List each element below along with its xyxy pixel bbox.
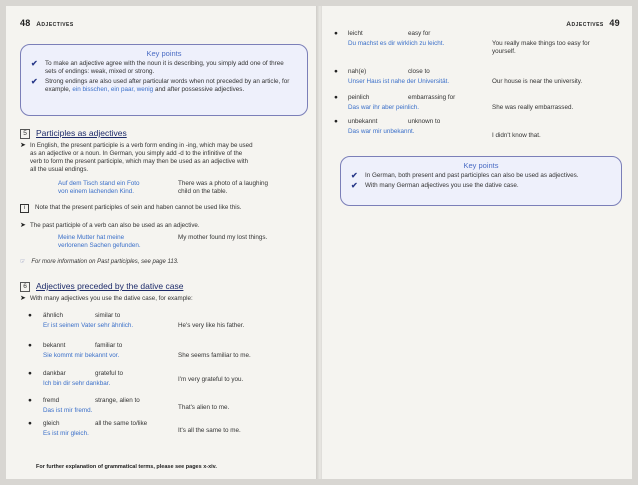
example-english: You really make things too easy for yourself.: [492, 40, 590, 55]
example-german: Es ist mir gleich.: [43, 430, 89, 437]
key-point-item: ✔ In German, both present and past participles can also be used as adjectives.: [351, 171, 579, 180]
key-point-item: ✔ Strong endings are also used after particular words when not preceded by an article, for example, ein bisschen, ein paar, wenig and after possessive adjectives.: [31, 77, 290, 93]
section-title: Participles as adjectives: [36, 128, 127, 138]
bullet-icon: ●: [334, 68, 338, 75]
note-icon: i: [20, 204, 29, 213]
example-english: Our house is near the university.: [492, 78, 583, 85]
example-german: Sie kommt mir bekannt vor.: [43, 352, 120, 359]
paragraph: ➤ In English, the present participle is a verb form ending in -ing, which may be used as an adjective or a noun. In German, you simply add -d to the infinitive of the verb to form the present participle, which may then be used as an adjective with all the usual endings.: [20, 142, 253, 173]
running-head-text: Adjectives: [566, 21, 604, 28]
example-english: That's alien to me.: [178, 404, 230, 411]
example-german: Unser Haus ist nahe der Universität.: [348, 78, 450, 85]
adjective-meaning: close to: [408, 68, 430, 75]
adjective-word: fremd: [43, 397, 60, 404]
page-number: 48: [20, 18, 31, 28]
example-german: Du machst es dir wirklich zu leicht.: [348, 40, 445, 47]
bullet-icon: ●: [28, 397, 32, 404]
adjective-word: bekannt: [43, 342, 66, 349]
arrow-icon: ➤: [20, 142, 26, 149]
example-german: Ich bin dir sehr dankbar.: [43, 380, 111, 387]
adjective-word: nah(e): [348, 68, 367, 75]
adjective-word: peinlich: [348, 94, 370, 101]
running-head-text: Adjectives: [36, 21, 74, 28]
example-english: I'm very grateful to you.: [178, 376, 244, 383]
adjective-meaning: unknown to: [408, 118, 441, 125]
adjective-word: dankbar: [43, 370, 66, 377]
adjective-meaning: all the same to/like: [95, 420, 148, 427]
bullet-icon: ●: [28, 312, 32, 319]
checkmark-icon: ✔: [351, 181, 358, 190]
adjective-meaning: embarrassing for: [408, 94, 456, 101]
arrow-icon: ➤: [20, 295, 26, 302]
bullet-icon: ●: [28, 342, 32, 349]
adjective-meaning: familiar to: [95, 342, 123, 349]
running-head-right: [566, 18, 620, 28]
key-points-title: Key points: [463, 161, 499, 170]
pointer-icon: ☞: [20, 259, 26, 265]
adjective-word: leicht: [348, 30, 363, 37]
example-german: Das war ihr aber peinlich.: [348, 104, 420, 111]
paragraph: ➤ With many adjectives you use the dative case, for example:: [20, 295, 193, 302]
section-heading: [20, 281, 183, 292]
checkmark-icon: ✔: [31, 77, 38, 86]
example-german: Meine Mutter hat meine verlorenen Sachen gefunden.: [58, 234, 141, 249]
key-points-box: [340, 156, 622, 206]
section-title: Adjectives preceded by the dative case: [36, 281, 184, 291]
example-english: He's very like his father.: [178, 322, 245, 329]
arrow-icon: ➤: [20, 222, 26, 229]
adjective-word: unbekannt: [348, 118, 378, 125]
example-english: It's all the same to me.: [178, 427, 241, 434]
bullet-icon: ●: [334, 118, 338, 125]
section-number: 6: [20, 282, 30, 292]
running-head-left: [20, 18, 74, 28]
key-point-item: ✔ With many German adjectives you use the dative case.: [351, 181, 519, 190]
example-english: She seems familiar to me.: [178, 352, 251, 359]
adjective-word: ähnlich: [43, 312, 63, 319]
example-german: Das ist mir fremd.: [43, 407, 93, 414]
right-page: [322, 6, 632, 479]
paragraph: ➤ The past participle of a verb can also be used as an adjective.: [20, 222, 200, 229]
adjective-meaning: strange, alien to: [95, 397, 140, 404]
more-info-note: ☞ For more information on Past participles, see page 113.: [20, 259, 179, 265]
example-german: Das war mir unbekannt.: [348, 128, 415, 135]
example-english: She was really embarrassed.: [492, 104, 574, 111]
example-german: Auf dem Tisch stand ein Foto von einem lachenden Kind.: [58, 180, 140, 195]
adjective-meaning: easy for: [408, 30, 431, 37]
left-page: [6, 6, 318, 479]
example-german: Er ist seinem Vater sehr ähnlich.: [43, 322, 134, 329]
adjective-meaning: similar to: [95, 312, 121, 319]
adjective-word: gleich: [43, 420, 60, 427]
page-number: 49: [609, 18, 620, 28]
highlight-words: ein bisschen, ein paar, wenig: [72, 86, 154, 93]
example-english: There was a photo of a laughing child on the table.: [178, 180, 268, 195]
checkmark-icon: ✔: [351, 171, 358, 180]
example-english: I didn't know that.: [492, 132, 541, 139]
section-heading: [20, 128, 127, 139]
key-points-title: Key points: [146, 49, 182, 58]
bullet-icon: ●: [334, 30, 338, 37]
page-footer: For further explanation of grammatical terms, please see pages x-xiv.: [36, 464, 217, 470]
note: i Note that the present participles of sein and haben cannot be used like this.: [20, 204, 312, 213]
key-point-item: ✔ To make an adjective agree with the noun it is describing, you simply add one of three sets of endings: weak, mixed or strong.: [31, 59, 284, 75]
bullet-icon: ●: [334, 94, 338, 101]
example-english: My mother found my lost things.: [178, 234, 268, 241]
checkmark-icon: ✔: [31, 59, 38, 68]
key-points-box: [20, 44, 308, 116]
section-number: 5: [20, 129, 30, 139]
adjective-meaning: grateful to: [95, 370, 124, 377]
bullet-icon: ●: [28, 420, 32, 427]
bullet-icon: ●: [28, 370, 32, 377]
